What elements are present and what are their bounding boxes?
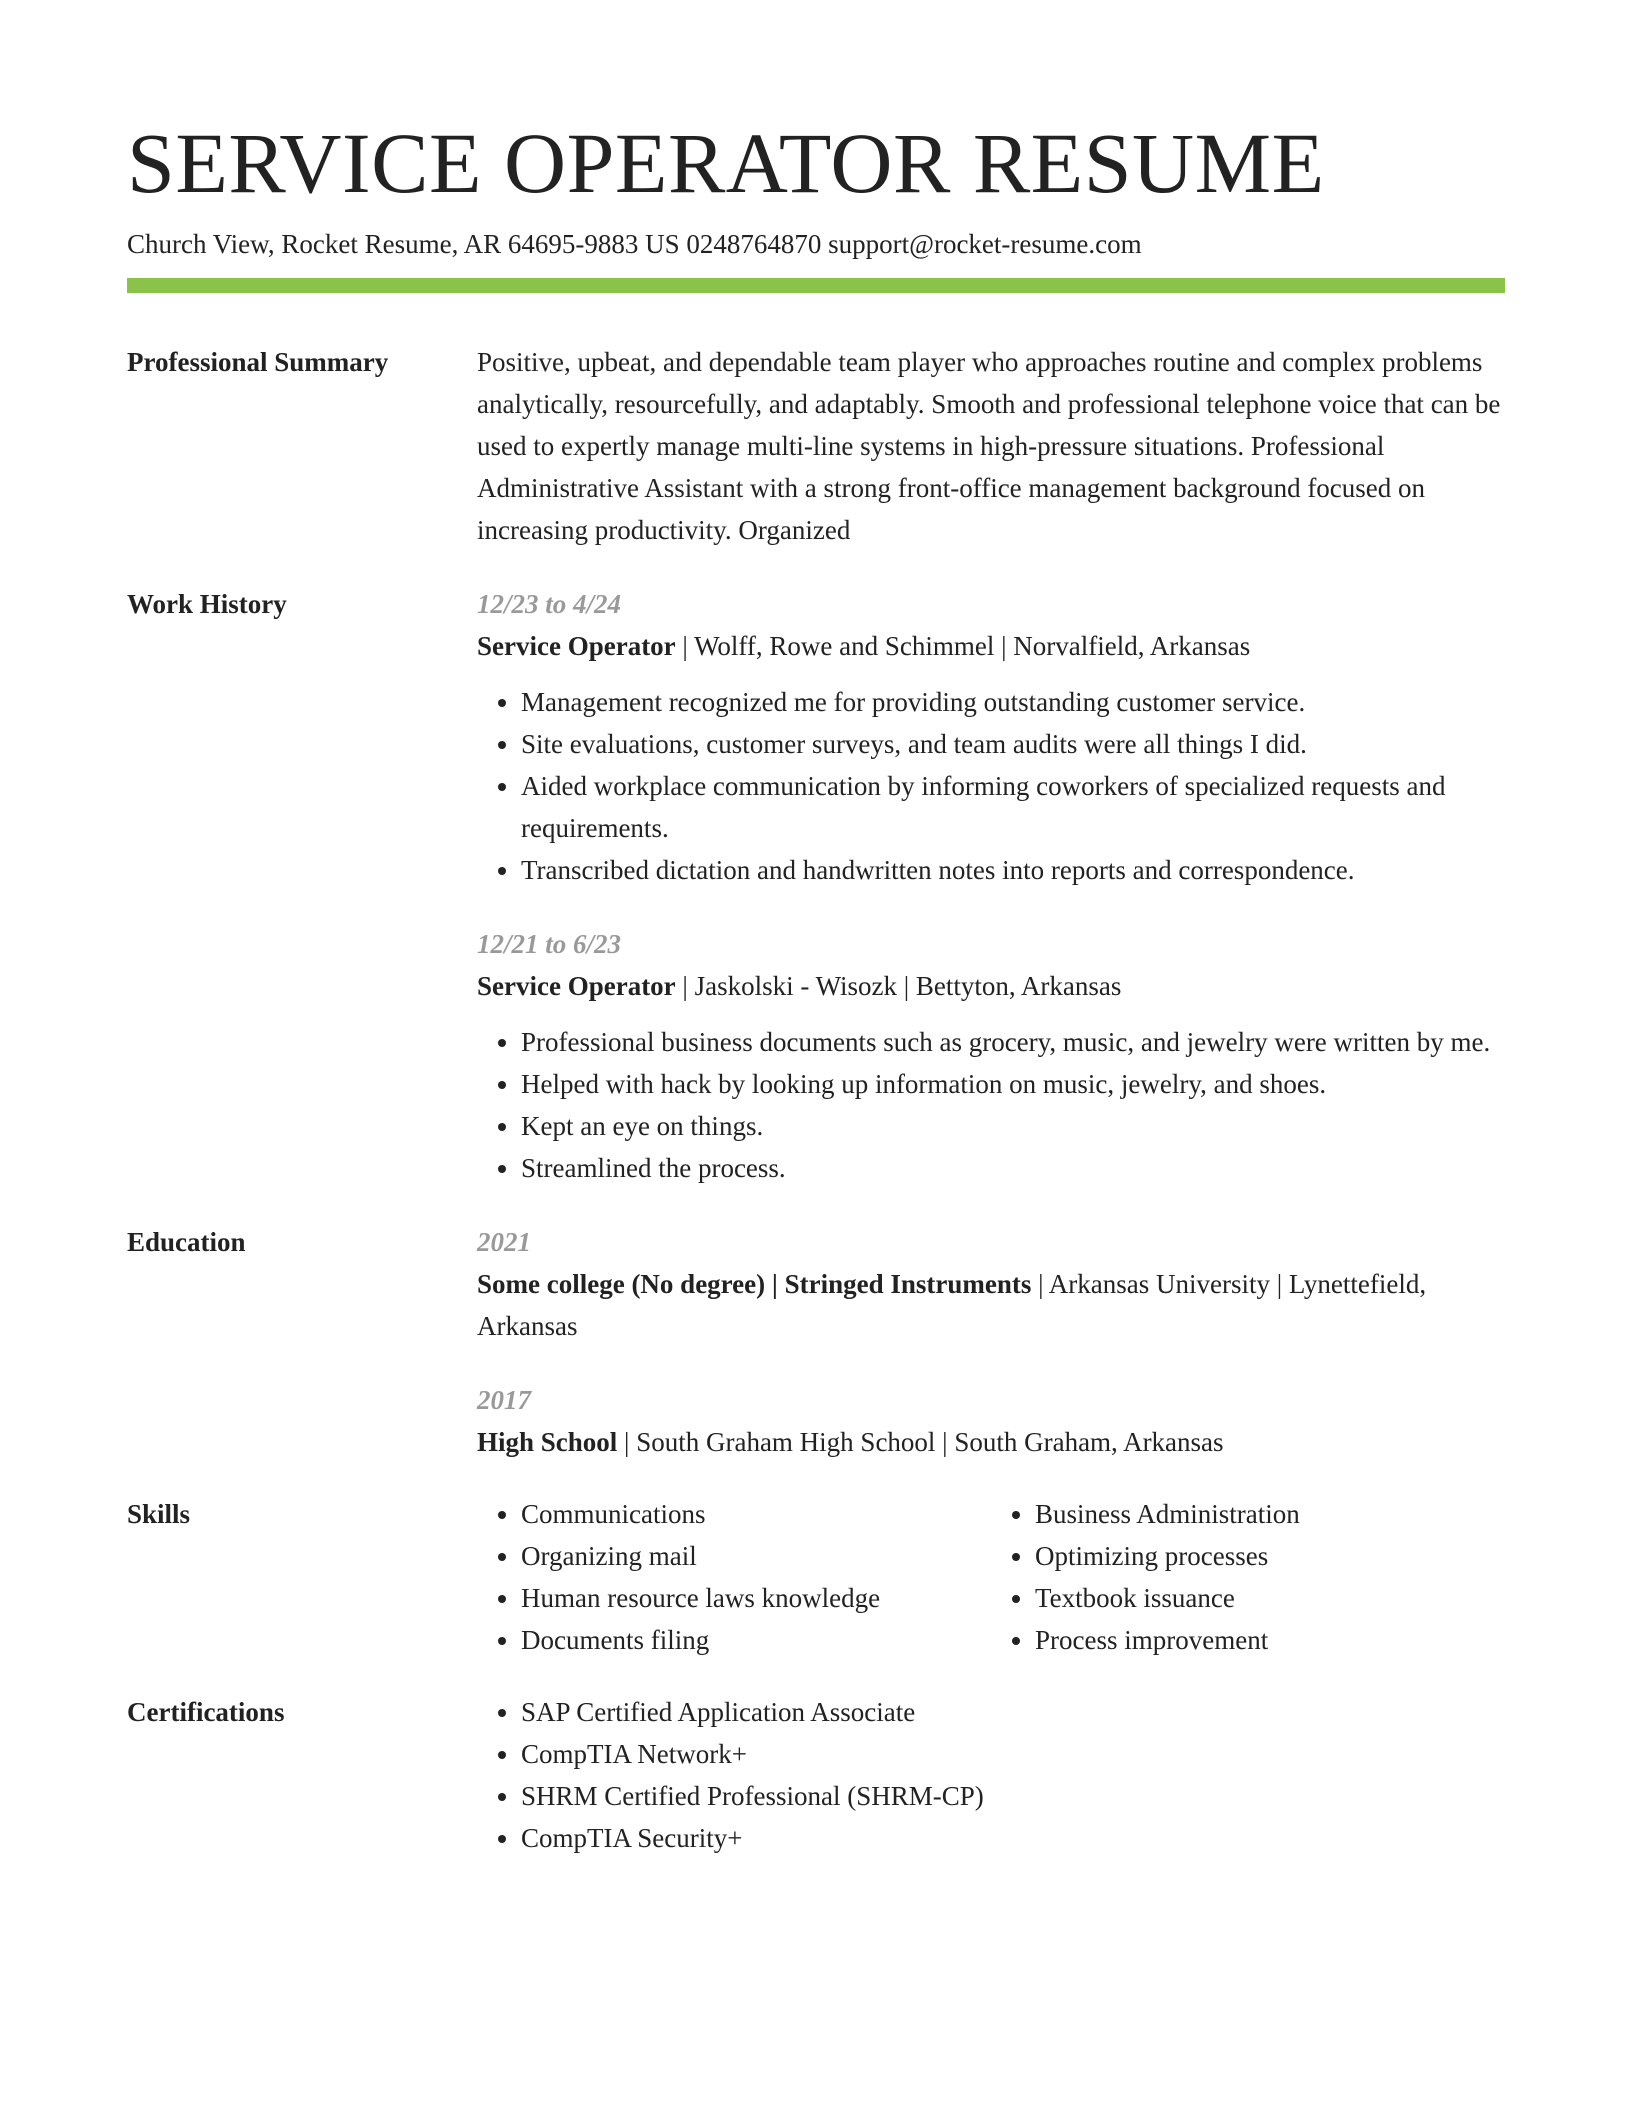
job-entry	[477, 583, 1505, 891]
skills-column-left	[477, 1493, 991, 1661]
list-item: • Human resource laws knowledge	[521, 1577, 991, 1619]
section-label-skills: Skills	[127, 1499, 191, 1530]
education-title: High School	[477, 1427, 618, 1458]
list-item: • Aided workplace communication by informing coworkers of specialized requests and requirements.	[521, 765, 1505, 849]
list-item: • SHRM Certified Professional (SHRM-CP)	[521, 1775, 1505, 1817]
list-item: • Business Administration	[1035, 1493, 1505, 1535]
list-item: • CompTIA Network+	[521, 1733, 1505, 1775]
summary-section	[127, 341, 1505, 551]
job-heading	[477, 625, 1505, 667]
education-entry	[477, 1379, 1505, 1463]
job-title: Service Operator	[477, 631, 676, 662]
section-label-work-history: Work History	[127, 589, 287, 620]
list-item: • SAP Certified Application Associate	[521, 1691, 1505, 1733]
list-item: • Professional business documents such as grocery, music, and jewelry were written by me.	[521, 1021, 1505, 1063]
list-item: • Helped with hack by looking up information on music, jewelry, and shoes.	[521, 1063, 1505, 1105]
certifications-section	[127, 1691, 1505, 1859]
work-history-body	[477, 583, 1505, 1189]
education-entry	[477, 1221, 1505, 1347]
skills-body	[477, 1493, 1505, 1661]
certifications-list	[477, 1691, 1505, 1859]
job-date: 12/23 to 4/24	[477, 589, 622, 620]
education-section	[127, 1221, 1505, 1463]
page-title: SERVICE OPERATOR RESUME	[127, 115, 1325, 211]
job-heading	[477, 965, 1505, 1007]
list-item: • Documents filing	[521, 1619, 991, 1661]
section-label-summary: Professional Summary	[127, 347, 389, 378]
list-item: • Communications	[521, 1493, 991, 1535]
job-details: | Jaskolski - Wisozk | Bettyton, Arkansas	[675, 971, 1122, 1002]
education-body	[477, 1221, 1505, 1463]
list-item: • Optimizing processes	[1035, 1535, 1505, 1577]
list-item: • Kept an eye on things.	[521, 1105, 1505, 1147]
work-history-section	[127, 583, 1505, 1189]
list-item: • Site evaluations, customer surveys, and team audits were all things I did.	[521, 723, 1505, 765]
list-item: • Textbook issuance	[1035, 1577, 1505, 1619]
list-item: • CompTIA Security+	[521, 1817, 1505, 1859]
job-bullets	[477, 1021, 1505, 1189]
section-label-certifications: Certifications	[127, 1697, 285, 1728]
skills-grid	[477, 1493, 1505, 1661]
skills-section	[127, 1493, 1505, 1661]
education-details: | South Graham High School | South Graham, Arkansas	[617, 1427, 1224, 1458]
skills-column-right	[991, 1493, 1505, 1661]
list-item: • Streamlined the process.	[521, 1147, 1505, 1189]
list-item: • Transcribed dictation and handwritten notes into reports and correspondence.	[521, 849, 1505, 891]
job-details: | Wolff, Rowe and Schimmel | Norvalfield, Arkansas	[675, 631, 1251, 662]
summary-text: Positive, upbeat, and dependable team player who approaches routine and complex problems analytically, resourcefully, and adaptably. Smooth and professional telephone voice that can be used to expertly manage multi-line systems in high-pressure situations. Professional Administrative Assistant with a strong front-office management background focused on increasing productivity. Organized	[477, 347, 1501, 546]
contact-line: Church View, Rocket Resume, AR 64695-9883 US 0248764870 support@rocket-resume.com	[127, 229, 1142, 259]
education-title: Some college (No degree) | Stringed Instruments	[477, 1269, 1032, 1300]
certifications-body	[477, 1691, 1505, 1859]
list-item: • Management recognized me for providing outstanding customer service.	[521, 681, 1505, 723]
job-entry	[477, 923, 1505, 1189]
education-date: 2021	[477, 1227, 531, 1258]
list-item: • Process improvement	[1035, 1619, 1505, 1661]
job-title: Service Operator	[477, 971, 676, 1002]
education-date: 2017	[477, 1385, 531, 1416]
job-date: 12/21 to 6/23	[477, 929, 622, 960]
list-item: • Organizing mail	[521, 1535, 991, 1577]
education-details: | Arkansas University | Lynettefield, Arkansas	[477, 1269, 1427, 1342]
education-heading	[477, 1421, 1505, 1463]
section-label-education: Education	[127, 1227, 246, 1258]
accent-divider	[127, 278, 1505, 293]
education-heading	[477, 1263, 1505, 1347]
job-bullets	[477, 681, 1505, 891]
